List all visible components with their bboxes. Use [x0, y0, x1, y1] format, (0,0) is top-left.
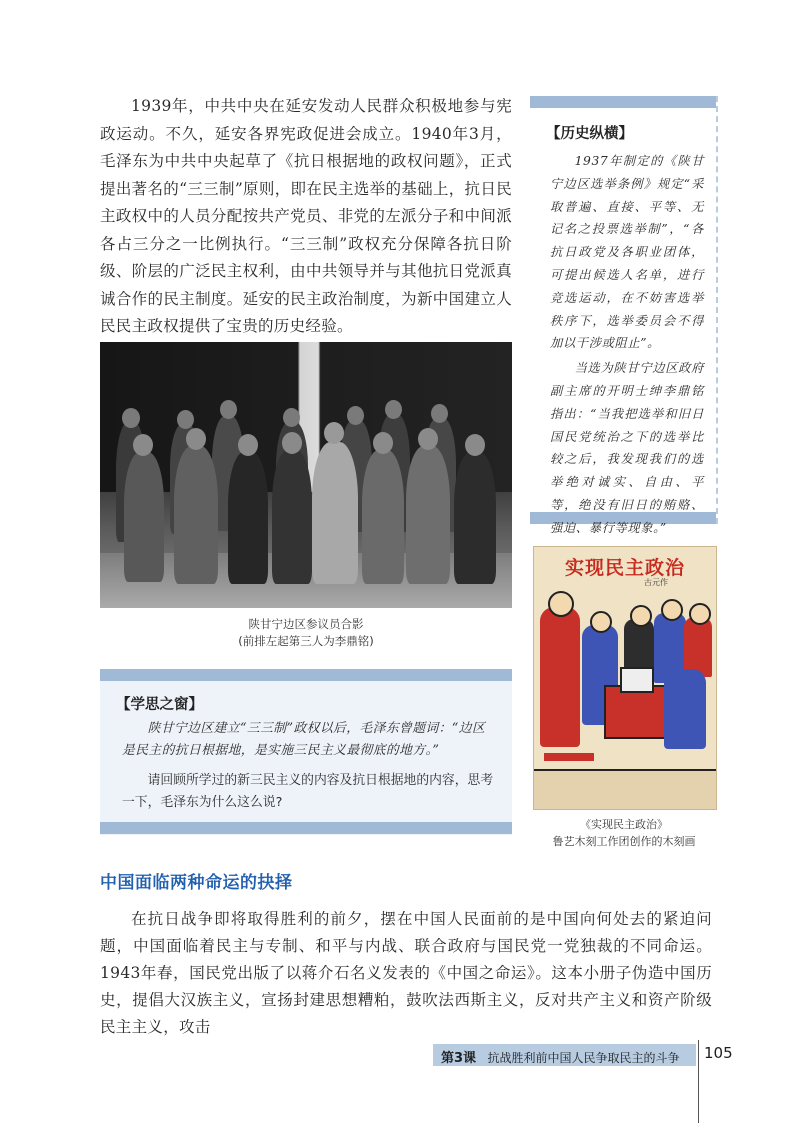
woodcut-caption — [520, 816, 728, 850]
thinking-window-title: 【学思之窗】 — [116, 697, 203, 713]
woodcut-caption-line-2: 鲁艺木刻工作团创作的木刻画 — [552, 835, 696, 848]
page-number: 105 — [704, 1044, 733, 1062]
woodcut-subtitle: 古元作 — [644, 578, 668, 587]
section-paragraph: 在抗日战争即将取得胜利的前夕，摆在中国人民面前的是中国向何处去的紧迫问题，中国面临着民主与专制、和平与内战、联合政府与国民党一党独裁的不同命运。1943年春，国民党出版了以蒋介石名义发表的《中国之命运》。这本小册子伪造中国历史，提倡大汉族主义，宣扬封建思想糟粕，鼓吹法西斯主义，反对共产主义和资产阶级民主主义，攻击 — [100, 910, 712, 1036]
sidebar-title: 【历史纵横】 — [546, 126, 633, 142]
footer-lesson-label — [441, 1047, 680, 1066]
footer-divider — [698, 1040, 699, 1123]
woodcut-caption-line-1: 《实现民主政治》 — [580, 818, 668, 831]
main-paragraph: 1939年，中共中央在延安发动人民群众积极地参与宪政运动。不久，延安各界宪政促进会成立。1940年3月，毛泽东为中共中央起草了《抗日根据地的政权问题》，正式提出著名的“三三制”原则，即在民主选举的基础上，抗日民主政权中的人员分配按共产党员、非党的左派分子和中间派各占三分之一比例执行。“三三制”政权充分保障各抗日阶级、阶层的广泛民主权利，由中共领导并与其他抗日党派真诚合作的民主制度。延安的民主政治制度，为新中国建立人民民主政权提供了宝贵的历史经验。 — [100, 97, 512, 335]
photo-caption-line-1: 陕甘宁边区参议员合影 — [248, 617, 364, 631]
thinking-window-top-bar — [100, 669, 512, 681]
footer-lesson-title: 抗战胜利前中国人民争取民主的斗争 — [487, 1051, 680, 1065]
group-photo — [100, 342, 512, 608]
sidebar-paragraph-2: 当选为陕甘宁边区政府副主席的开明士绅李鼎铭指出：“当我把选举和旧日国民党统治之下的选举比较之后，我发现我们的选举绝对诚实、自由、平等，绝没有旧日的贿赂、强迫、暴行等现象。” — [550, 361, 704, 535]
sidebar-text — [550, 150, 704, 540]
section-heading: 中国面临两种命运的抉择 — [100, 873, 293, 893]
thinking-window-question: 请回顾所学过的新三民主义的内容及抗日根据地的内容，思考一下，毛泽东为什么这么说? — [122, 773, 494, 810]
thinking-window-quote: 陕甘宁边区建立“三三制”政权以后，毛泽东曾题词：“边区是民主的抗日根据地，是实施三民主义最彻底的地方。” — [122, 721, 486, 758]
woodcut-print — [533, 546, 717, 810]
photo-caption — [100, 616, 512, 650]
sidebar-paragraph-1: 1937年制定的《陕甘宁边区选举条例》规定“采取普遍、直接、平等、无记名之投票选举制”，“各抗日政党及各职业团体，可提出候选人名单，进行竞选运动，在不妨害选举秩序下，选举委员会不得加以干涉或阻止”。 — [550, 154, 704, 351]
photo-caption-line-2: (前排左起第三人为李鼎铭) — [238, 634, 374, 648]
woodcut-title: 实现民主政治 — [564, 557, 685, 579]
thinking-window-bottom-bar — [100, 822, 512, 834]
sidebar-top-bar — [530, 96, 716, 108]
footer-lesson-number: 第3课 — [441, 1051, 477, 1066]
